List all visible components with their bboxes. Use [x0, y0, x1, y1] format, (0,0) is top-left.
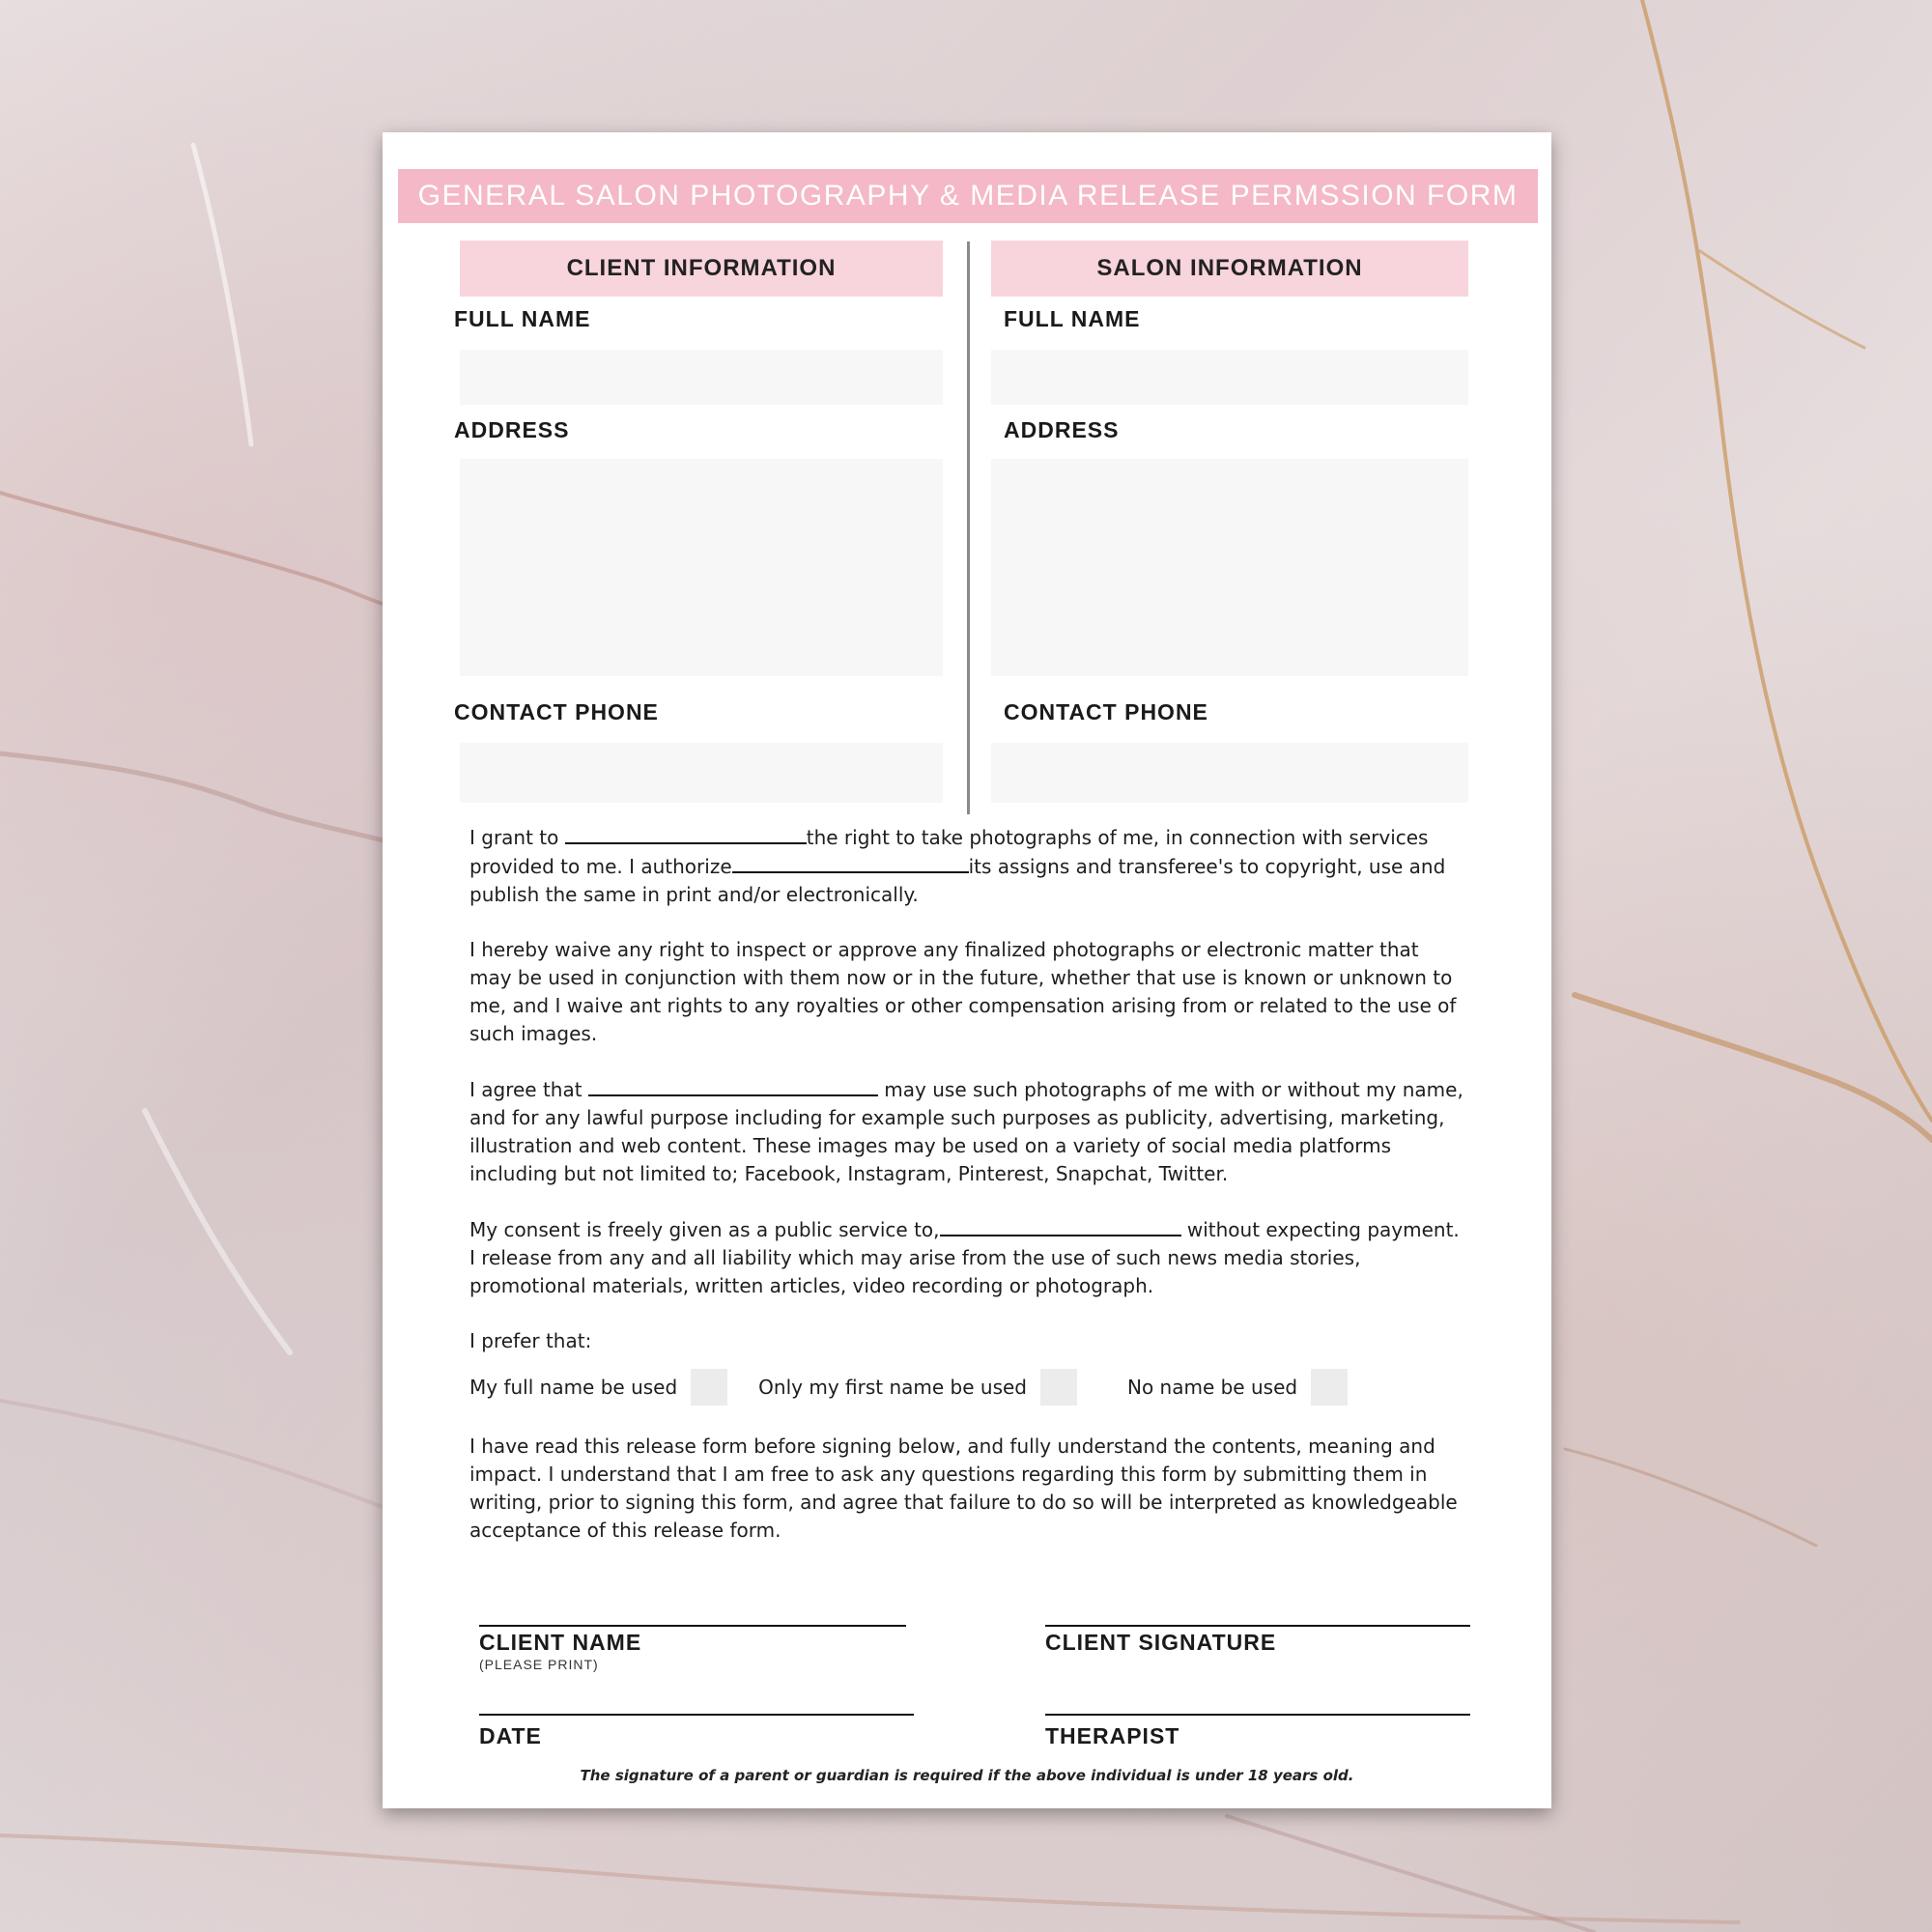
consent-paragraph [469, 1215, 1464, 1300]
client-signature-line[interactable] [1045, 1625, 1470, 1627]
salon-contact-phone-field[interactable] [991, 743, 1468, 803]
form-title: GENERAL SALON PHOTOGRAPHY & MEDIA RELEASE PERMSSION FORM [398, 169, 1538, 223]
date-line[interactable] [479, 1714, 914, 1716]
agree-blank[interactable] [588, 1075, 878, 1096]
agree-text-start: I agree that [469, 1078, 588, 1101]
consent-text-end: without expecting payment. I release from any and all liability which may arise from the use of such news media stories, promotional materials, written articles, video recording or photograph. [469, 1218, 1460, 1297]
consent-text-start: My consent is freely given as a public service to, [469, 1218, 940, 1241]
client-information-heading: CLIENT INFORMATION [460, 241, 943, 297]
full-name-checkbox[interactable] [691, 1369, 727, 1406]
option-full-name-label: My full name be used [469, 1375, 678, 1399]
please-print-note: (PLEASE PRINT) [479, 1657, 599, 1672]
name-preference-options [469, 1369, 1464, 1406]
prefer-label: I prefer that: [469, 1329, 592, 1352]
client-address-field[interactable] [460, 459, 943, 676]
release-form-sheet [383, 132, 1551, 1808]
salon-address-field[interactable] [991, 459, 1468, 676]
client-address-label: ADDRESS [454, 417, 570, 442]
salon-full-name-label: FULL NAME [1004, 306, 1141, 331]
grant-text-start: I grant to [469, 826, 565, 849]
date-label: DATE [479, 1723, 542, 1748]
consent-blank[interactable] [940, 1215, 1181, 1236]
salon-information-section [991, 241, 1468, 297]
client-full-name-label: FULL NAME [454, 306, 591, 331]
option-first-name [758, 1369, 1077, 1406]
salon-full-name-field[interactable] [991, 350, 1468, 405]
grant-text-middle: the right to take photographs of me, in connection with services provided to me. I authorize [469, 826, 1429, 878]
agree-paragraph [469, 1075, 1464, 1188]
salon-contact-phone-label: CONTACT PHONE [1004, 699, 1208, 724]
grant-paragraph [469, 823, 1464, 909]
authorize-blank[interactable] [732, 852, 969, 873]
grant-text-end: its assigns and transferee's to copyright, use and publish the same in print and/or electronically. [469, 855, 1446, 906]
option-first-name-label: Only my first name be used [758, 1375, 1027, 1399]
release-terms [469, 823, 1464, 1572]
acknowledgement-paragraph: I have read this release form before signing below, and fully understand the contents, meaning and impact. I understand that I am free to ask any questions regarding this form by submitting them in writing, prior to signing this form, and agree that failure to do so will be interpreted as knowledgeable acceptance of this release form. [469, 1435, 1458, 1542]
therapist-label: THERAPIST [1045, 1723, 1180, 1748]
column-divider [967, 242, 970, 814]
salon-address-label: ADDRESS [1004, 417, 1120, 442]
guardian-footnote: The signature of a parent or guardian is required if the above individual is under 18 years old. [580, 1767, 1354, 1784]
client-name-line[interactable] [479, 1625, 906, 1627]
first-name-checkbox[interactable] [1040, 1369, 1077, 1406]
client-contact-phone-label: CONTACT PHONE [454, 699, 659, 724]
salon-information-heading: SALON INFORMATION [991, 241, 1468, 297]
client-information-section [460, 241, 943, 297]
option-full-name [469, 1369, 727, 1406]
agree-text-end: may use such photographs of me with or without my name, and for any lawful purpose including for example such purposes as publicity, advertising, marketing, illustration and web content. These images may be used on a variety of social media platforms including but not limited to; Facebook, Instagram, Pinterest, Snapchat, Twitter. [469, 1078, 1463, 1185]
therapist-line[interactable] [1045, 1714, 1470, 1716]
no-name-checkbox[interactable] [1311, 1369, 1348, 1406]
grant-blank[interactable] [565, 823, 807, 844]
client-name-label: CLIENT NAME [479, 1630, 642, 1655]
waiver-paragraph: I hereby waive any right to inspect or approve any finalized photographs or electronic matter that may be used in conjunction with them now or in the future, whether that use is known or unknown to me, and I waive ant rights to any royalties or other compensation arising from or related to the use of such images. [469, 938, 1457, 1045]
option-no-name [1127, 1369, 1348, 1406]
client-full-name-field[interactable] [460, 350, 943, 405]
client-signature-label: CLIENT SIGNATURE [1045, 1630, 1277, 1655]
option-no-name-label: No name be used [1126, 1375, 1298, 1399]
client-contact-phone-field[interactable] [460, 743, 943, 803]
